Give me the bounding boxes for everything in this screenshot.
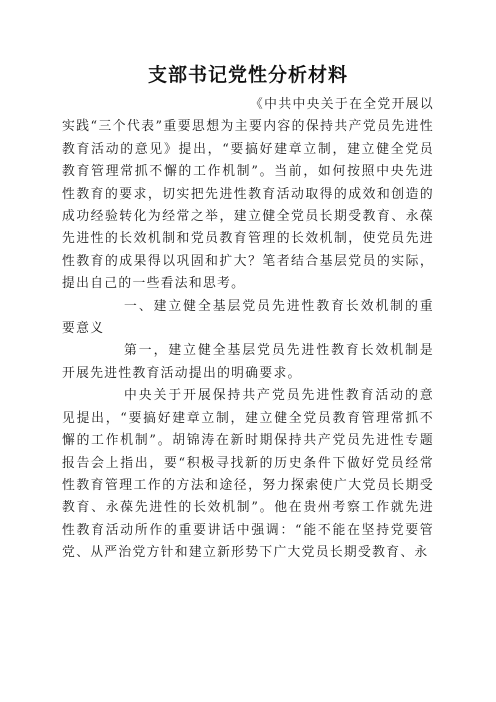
paragraph-first-point: 第一，建立健全基层党员先进性教育长效机制是开展先进性教育活动提出的明确要求。 bbox=[62, 343, 434, 381]
paragraph-central-opinion: 中央关于开展保持共产党员先进性教育活动的意见提出，“要搞好建章立制，建立健全党员教育管理常抓不懈的工作机制”。胡锦涛在新时期保持共产党员先进性专题报告会上指出，要“积极寻找新的历史条件下做好党员经常性教育管理工作的方法和途径，努力探索使广大党员长期受教育、永葆先进性的长效机制”。他在贵州考察工作就先进性教育活动所作的重要讲话中强调：“能不能在坚持党要管党、从严治党方针和建立新形势下广大党员长期受教育、永 bbox=[62, 388, 434, 561]
document-title: 支部书记党性分析材料 bbox=[147, 64, 348, 86]
document-body bbox=[62, 94, 434, 565]
paragraph-intro: 《中共中央关于在全党开展以实践“三个代表”重要思想为主要内容的保持共产党员先进性教育活动的意见》提出，“要搞好建章立制，建立健全党员教育管理常抓不懈的工作机制”。当前，如何按照中央先进性教育的要求，切实把先进性教育活动取得的成效和创造的成功经验转化为经常之举，建立健全党员长期受教育、永葆先进性的长效机制和党员教育管理的长效机制，使党员先进性教育的成果得以巩固和扩大？笔者结合基层党员的实际，提出自己的一些看法和思考。 bbox=[62, 97, 434, 292]
section-heading: 一、建立健全基层党员先进性教育长效机制的重要意义 bbox=[62, 298, 434, 337]
